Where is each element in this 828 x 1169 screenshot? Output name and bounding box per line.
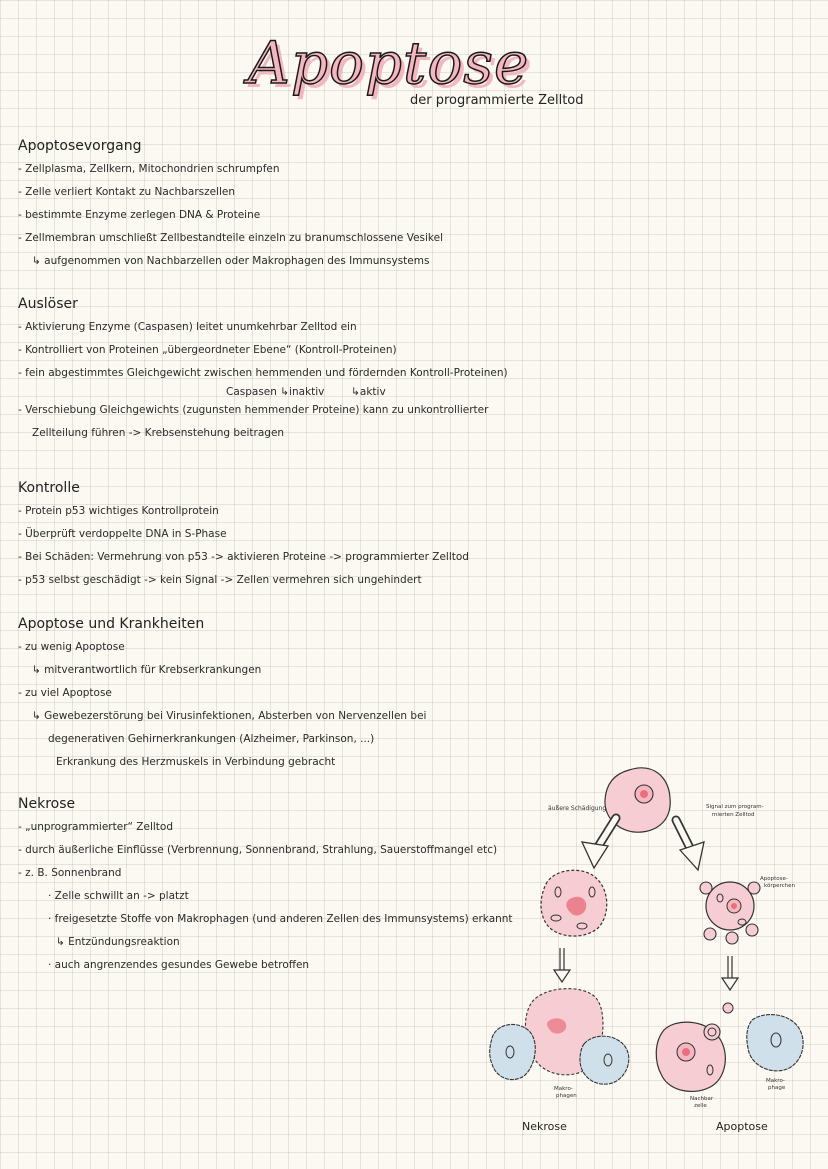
arrow-down-right-icon — [722, 956, 738, 990]
note-line: ↳ mitverantwortlich für Krebserkrankungen — [32, 664, 262, 676]
note-line: - Protein p53 wichtiges Kontrollprotein — [18, 505, 219, 517]
label-apoptose: Apoptose — [716, 1120, 768, 1133]
page-title: Apoptose — [248, 29, 530, 97]
label-makrophage-line1: Makro- — [766, 1078, 785, 1084]
note-line: - Verschiebung Gleichgewichts (zugunsten hemmender Proteine) kann zu unkontrollierter — [18, 404, 489, 416]
macrophage-right — [747, 1015, 803, 1071]
note-line: · freigesetzte Stoffe von Makrophagen (und anderen Zellen des Immunsystems) erkannt — [48, 913, 513, 925]
note-line: - fein abgestimmtes Gleichgewicht zwischen hemmenden und fördernden Kontroll-Proteinen) — [18, 367, 508, 379]
section-heading: Kontrolle — [18, 480, 80, 496]
page-subtitle: der programmierte Zelltod — [410, 93, 584, 108]
section-apoptosevorgang — [18, 138, 578, 273]
macrophage-center — [580, 1036, 629, 1084]
note-line: ↳ Entzündungsreaktion — [56, 936, 180, 948]
arrow-right-icon — [676, 820, 704, 870]
note-line: - p53 selbst geschädigt -> kein Signal -> Zellen vermehren sich ungehindert — [18, 574, 422, 586]
section-apoptose-krankheiten — [18, 616, 578, 774]
note-line: - Zellplasma, Zellkern, Mitochondrien schrumpfen — [18, 163, 280, 175]
macrophage-left — [490, 1024, 536, 1079]
label-signal-line2: mierten Zelltod — [712, 812, 755, 818]
note-line: - „unprogrammierter“ Zelltod — [18, 821, 173, 833]
section-kontrolle — [18, 480, 578, 592]
note-line: · auch angrenzendes gesundes Gewebe betroffen — [48, 959, 310, 971]
note-line: · Zelle schwillt an -> platzt — [48, 890, 189, 902]
note-line: Erkrankung des Herzmuskels in Verbindung gebracht — [56, 756, 336, 768]
section-heading: Auslöser — [18, 296, 78, 312]
label-nachbarzelle-line1: Nachbar — [690, 1096, 714, 1102]
label-apoptosekoerperchen-line2: körperchen — [764, 883, 796, 889]
note-line: - bestimmte Enzyme zerlegen DNA & Proteine — [18, 209, 261, 221]
section-heading: Nekrose — [18, 796, 76, 812]
note-line: - zu viel Apoptose — [18, 687, 112, 699]
note-line: Zellteilung führen -> Krebsenstehung beitragen — [32, 427, 285, 439]
apoptotic-cell — [700, 882, 760, 944]
arrow-down-left-icon — [554, 948, 570, 982]
apoptotic-body-free — [704, 1003, 733, 1040]
label-signal-line1: Signal zum program- — [706, 804, 764, 810]
note-line: - durch äußerliche Einflüsse (Verbrennung, Sonnenbrand, Strahlung, Sauerstoffmangel etc) — [18, 844, 498, 856]
note-line: - Kontrolliert von Proteinen „übergeordneter Ebene“ (Kontroll-Proteinen) — [18, 344, 397, 356]
note-line: - Zelle verliert Kontakt zu Nachbarszellen — [18, 186, 236, 198]
note-line: degenerativen Gehirnerkrankungen (Alzheimer, Parkinson, ...) — [48, 733, 375, 745]
section-ausloeser — [18, 296, 578, 445]
note-line: - Überprüft verdoppelte DNA in S-Phase — [18, 528, 227, 540]
label-apoptosekoerperchen-line1: Apoptose- — [760, 876, 788, 882]
note-line: - zu wenig Apoptose — [18, 641, 125, 653]
note-line: - z. B. Sonnenbrand — [18, 867, 122, 879]
note-line: - Aktivierung Enzyme (Caspasen) leitet unumkehrbar Zelltod ein — [18, 321, 357, 333]
note-line: ↳ aufgenommen von Nachbarzellen oder Makrophagen des Immunsystems — [32, 255, 430, 267]
section-heading: Apoptose und Krankheiten — [18, 616, 205, 632]
swollen-cell — [541, 870, 607, 936]
note-line: - Bei Schäden: Vermehrung von p53 -> aktivieren Proteine -> programmierter Zelltod — [18, 551, 469, 563]
label-nekrose: Nekrose — [522, 1120, 567, 1133]
note-line: Caspasen ↳inaktiv ↳aktiv — [226, 386, 386, 398]
label-makrophagen-line2: phagen — [556, 1093, 577, 1099]
section-heading: Apoptosevorgang — [18, 138, 142, 154]
label-makrophage-line2: phage — [768, 1085, 786, 1091]
label-aeussere-schaedigung: äußere Schädigung — [548, 805, 607, 812]
label-nachbarzelle-line2: zelle — [694, 1103, 707, 1109]
cell-death-diagram — [484, 758, 824, 1158]
note-line: - Zellmembran umschließt Zellbestandteile einzeln zu branumschlossene Vesikel — [18, 232, 444, 244]
note-line: ↳ Gewebezerstörung bei Virusinfektionen, Absterben von Nervenzellen bei — [32, 710, 427, 722]
arrow-left-icon — [582, 818, 616, 868]
label-makrophagen-line1: Makro- — [554, 1086, 573, 1092]
